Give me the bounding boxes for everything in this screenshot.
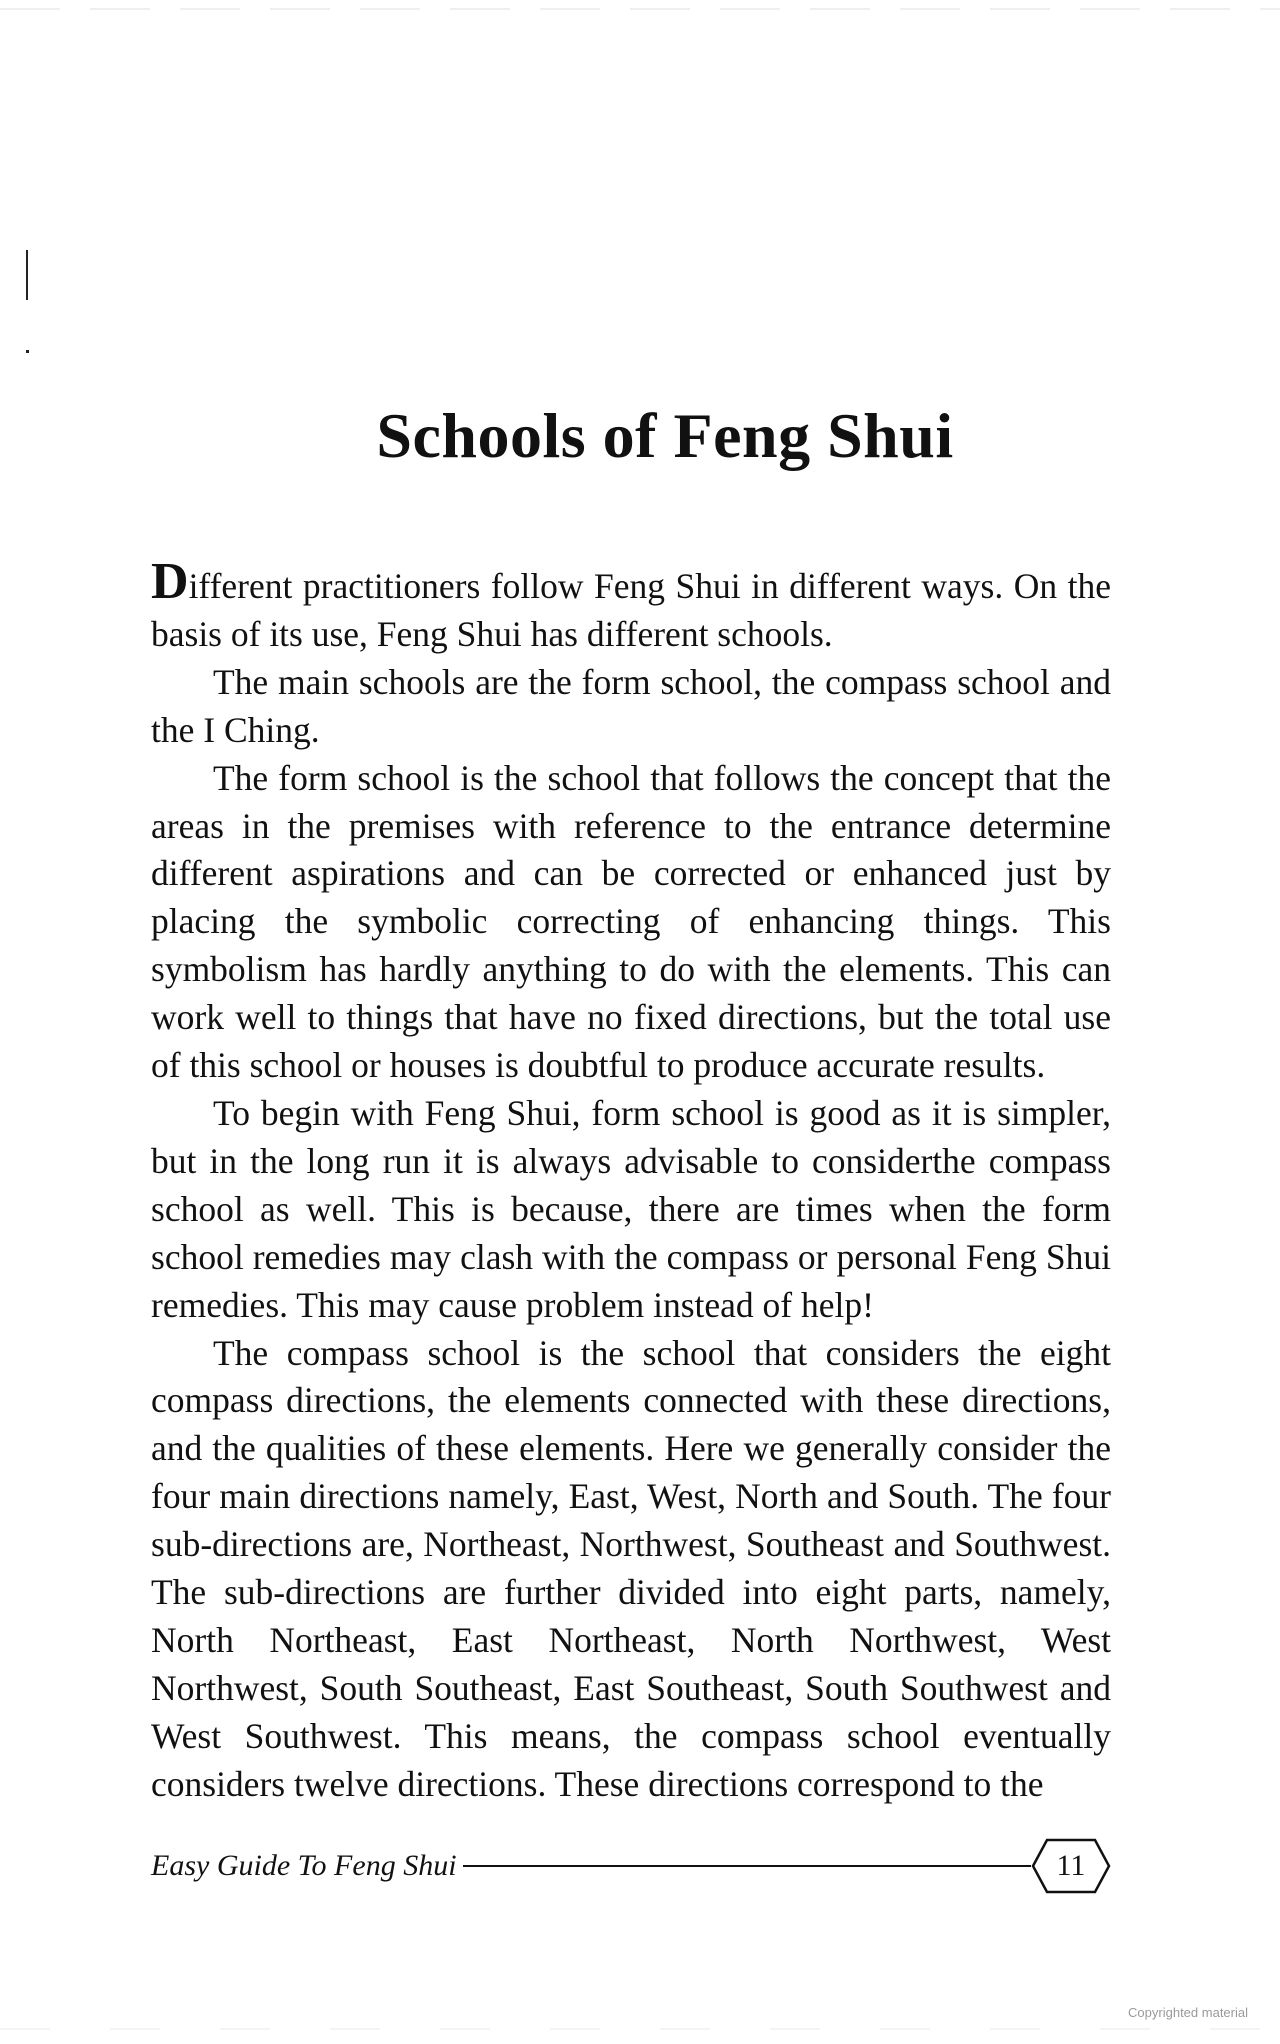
paragraph-5: The compass school is the school that considers the eight compass directions, the elements connected with these directions, and the qualities of these elements. Here we generally consider the four main directions namely, East, West, North and South. The four sub-directions are, Northeast, Northwest, Southeast and Southwest. The sub-directions are further divided into eight parts, namely, North Northeast, East Northeast, North Northwest, West Northwest, South Southeast, East Southeast, South Southwest and West Southwest. This means, the compass school eventually considers twelve directions. These directions correspond to the bbox=[151, 1332, 1111, 1804]
scan-top-edge bbox=[0, 8, 1280, 10]
page-footer bbox=[151, 1838, 1111, 1894]
body-text bbox=[151, 553, 1111, 1809]
chapter-title: Schools of Feng Shui bbox=[376, 400, 954, 471]
scan-margin-mark bbox=[26, 250, 28, 300]
paragraph-1 bbox=[151, 553, 1111, 659]
page-number: 11 bbox=[1056, 1849, 1086, 1882]
scan-margin-dot bbox=[26, 350, 29, 353]
page-number-badge bbox=[1031, 1838, 1111, 1894]
scan-bottom-edge bbox=[0, 2028, 1280, 2030]
paragraph-3: The form school is the school that follows the concept that the areas in the premises with reference to the entrance determine different aspirations and can be corrected or enhanced just by placing the symbolic correcting of enhancing things. This symbolism has hardly anything to do with the elements. This can work well to things that have no fixed directions, but the total use of this school or houses is doubtful to produce accurate results. bbox=[151, 757, 1111, 1086]
footer-book-title: Easy Guide To Feng Shui bbox=[151, 1849, 457, 1882]
copyright-watermark: Copyrighted material bbox=[1128, 2005, 1248, 2020]
paragraph-2: The main schools are the form school, the compass school and the I Ching. bbox=[151, 661, 1111, 750]
drop-cap: D bbox=[151, 553, 189, 610]
paragraph-1-text: ifferent practitioners follow Feng Shui in different ways. On the basis of its use, Feng Shui has different schools. bbox=[151, 566, 1111, 654]
footer-rule bbox=[463, 1865, 1031, 1867]
paragraph-4: To begin with Feng Shui, form school is good as it is simpler, but in the long run it is always advisable to considerthe compass school as well. This is because, there are times when the form school remedies may clash with the compass or personal Feng Shui remedies. This may cause problem instead of help! bbox=[151, 1092, 1111, 1325]
